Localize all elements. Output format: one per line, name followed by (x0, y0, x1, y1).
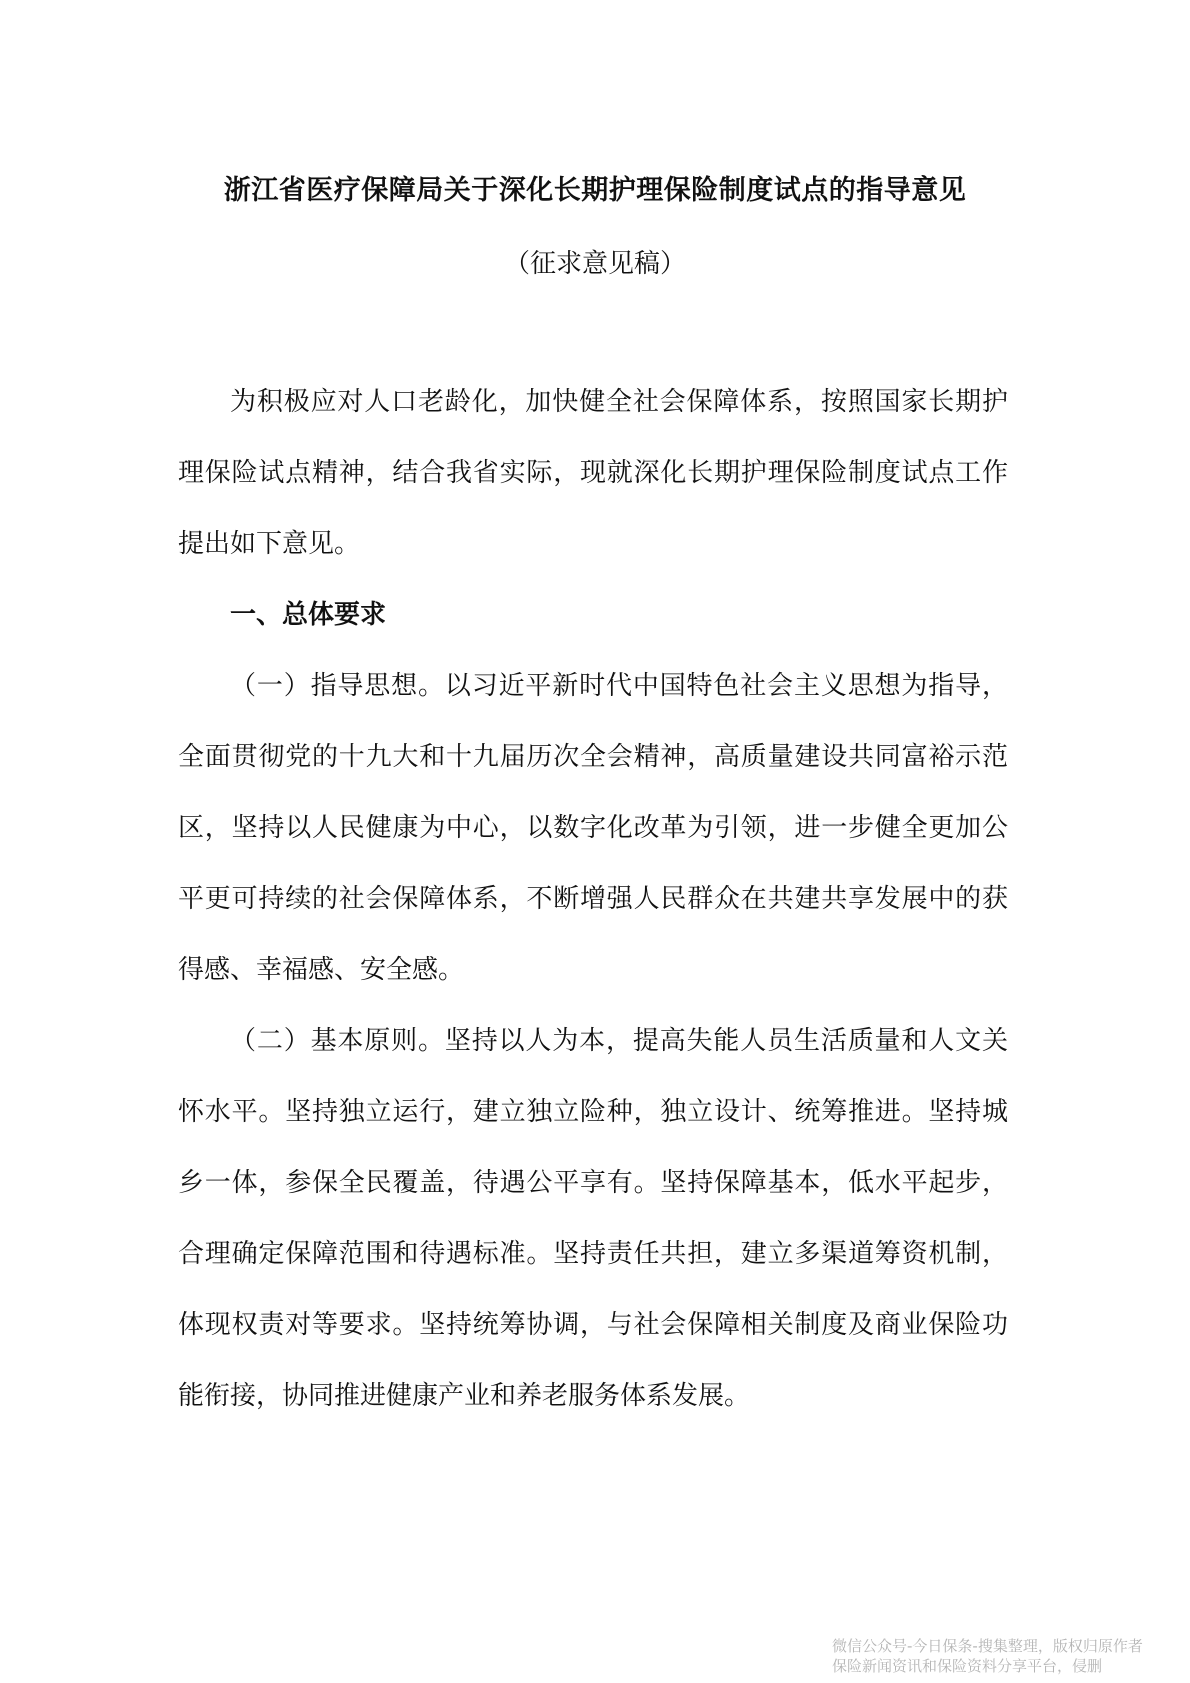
section-heading-general-requirements: 一、总体要求 (230, 600, 387, 630)
guiding-ideology-paragraph: （一）指导思想。以习近平新时代中国特色社会主义思想为指导，全面贯彻党的十九大和十九届历次全会精神，高质量建设共同富裕示范区，坚持以人民健康为中心，以数字化改革为引领，进一步健全更加公平更可持续的社会保障体系，不断增强人民群众在共建共享发展中的获得感、幸福感、安全感。 (178, 671, 1008, 985)
document-title: 浙江省医疗保障局关于深化长期护理保险制度试点的指导意见 (223, 175, 967, 206)
document-body (178, 367, 1008, 1432)
intro-paragraph: 为积极应对人口老龄化，加快健全社会保障体系，按照国家长期护理保险试点精神，结合我省实际，现就深化长期护理保险制度试点工作提出如下意见。 (178, 387, 1008, 559)
watermark-line-2: 保险新闻资讯和保险资料分享平台，侵删 (832, 1657, 1103, 1675)
basic-principles-paragraph: （二）基本原则。坚持以人为本，提高失能人员生活质量和人文关怀水平。坚持独立运行，建立独立险种，独立设计、统筹推进。坚持城乡一体，参保全民覆盖，待遇公平享有。坚持保障基本，低水平起步，合理确定保障范围和待遇标准。坚持责任共担，建立多渠道筹资机制，体现权责对等要求。坚持统筹协调，与社会保障相关制度及商业保险功能衔接，协同推进健康产业和养老服务体系发展。 (178, 1026, 1008, 1411)
watermark-line-1: 微信公众号-今日保条-搜集整理，版权归原作者 (832, 1637, 1143, 1655)
source-watermark (832, 1636, 1190, 1676)
document-subtitle: （征求意见稿） (503, 249, 686, 279)
